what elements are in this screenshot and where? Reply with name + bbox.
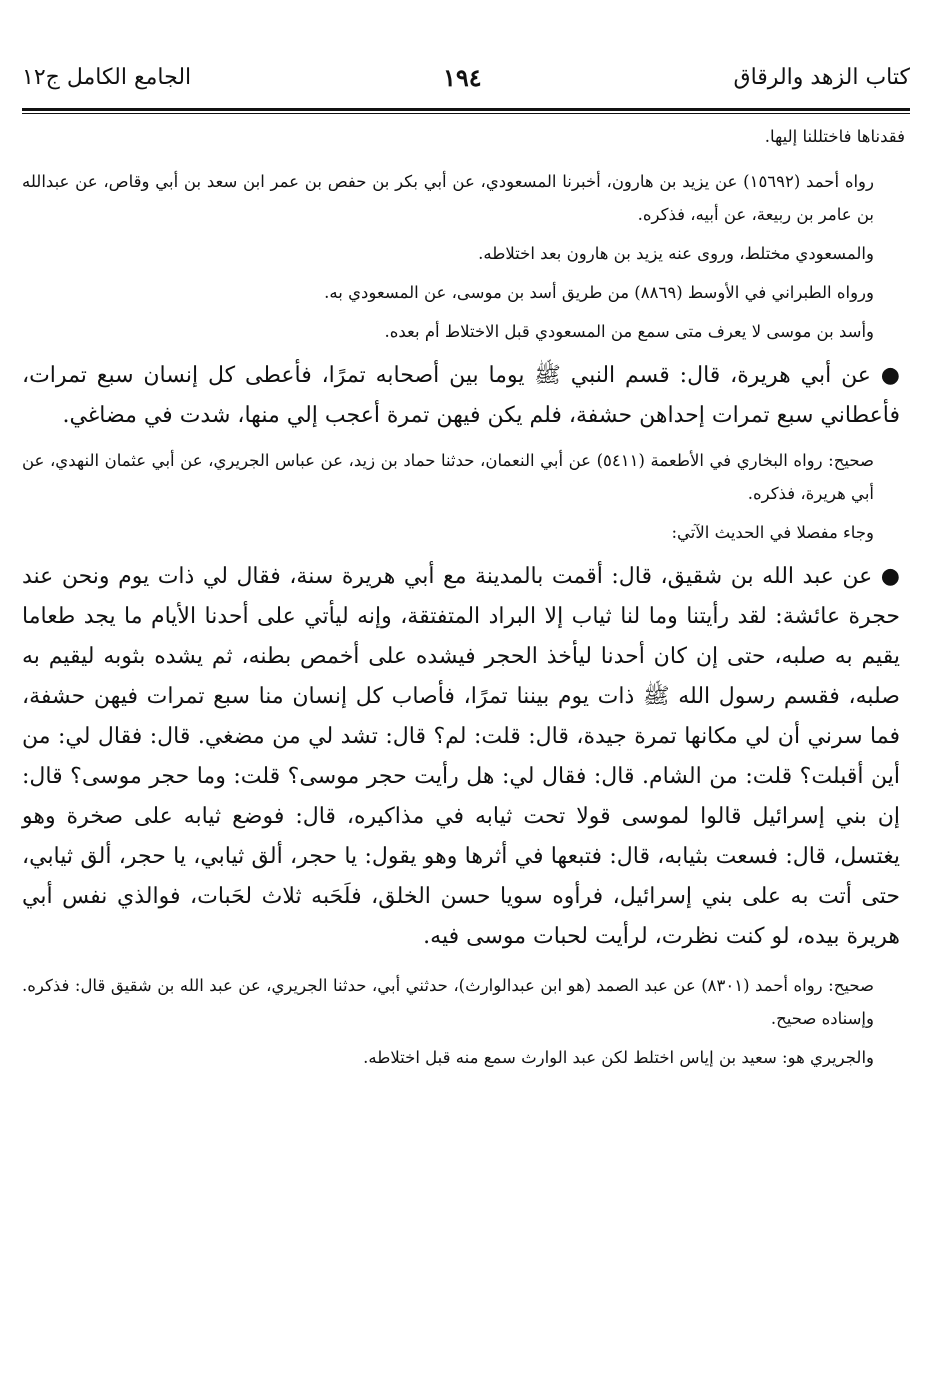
paragraph-note: وجاء مفصلا في الحديث الآتي: — [671, 523, 874, 542]
hadith-text: ● عن أبي هريرة، قال: قسم النبي ﷺ يوما بين أصحابه تمرًا، فأعطى كل إنسان سبع تمرات، فأعطاني سبع تمرات إحداهن حشفة، فلم يكن فيهن تمرة أعجب إلي منها، شدت في مضاغي. — [22, 363, 900, 428]
book-title: كتاب الزهد والرقاق — [733, 64, 910, 90]
header-rule-thick — [22, 108, 910, 111]
header-rule-thin — [22, 113, 910, 114]
page-header — [22, 52, 910, 102]
hadith-text: ● عن عبد الله بن شقيق، قال: أقمت بالمدينة مع أبي هريرة سنة، فقال لي ذات يوم ونحن عند حجرة عائشة: لقد رأيتنا وما لنا ثياب إلا البراد المتفتقة، وإنه ليأتي على أحدنا الأيام ما يجد طعاما يقيم به صلبه، حتى إن كان أحدنا ليأخذ الحجر فيشده على أخمص بطنه، ثم يشده بثوبه ليقيم به صلبه، فقسم رسول الله ﷺ ذات يوم بيننا تمرًا، فأصاب كل إنسان منا سبع تمرات فيهن حشفة، فما سرني أن لي مكانها تمرة جيدة، قال: قلت: لم؟ قال: تشد لي من مضغي. قال: فقال لي: من أين أقبلت؟ قلت: من الشام. قال: فقال لي: هل رأيت حجر موسى؟ قلت: وما حجر موسى؟ قال: إن بني إسرائيل قالوا لموسى قولا تحت ثيابه في مذاكيره، قال: فوضع ثيابه على صخرة وهو يغتسل، قال: فسعت بثيابه، قال: فتبعها في أثرها وهو يقول: يا حجر، ألق ثيابي، يا حجر، ألق ثيابي، حتى أتت به على بني إسرائيل، فرأوه سويا حسن الخلق، فلَحَبه ثلاث لحَبات، فوالذي نفس أبي هريرة بيده، لو كنت نظرت، لرأيت لحبات موسى فيه. — [22, 564, 900, 949]
paragraph-takhrij: رواه أحمد (١٥٦٩٢) عن يزيد بن هارون، أخبرنا المسعودي، عن أبي بكر بن حفص بن عمر ابن سعد بن أبي وقاص، عن عبدالله بن عامر بن ربيعة، عن أبيه، فذكره. — [22, 172, 874, 224]
paragraph-note: والمسعودي مختلط، وروى عنه يزيد بن هارون بعد اختلاطه. — [478, 244, 874, 263]
paragraph-note: ورواه الطبراني في الأوسط (٨٨٦٩) من طريق أسد بن موسى، عن المسعودي به. — [324, 283, 874, 302]
page-number: ١٩٤ — [443, 62, 482, 92]
paragraph-note: وأسد بن موسى لا يعرف متى سمع من المسعودي قبل الاختلاط أم بعده. — [384, 322, 874, 341]
page-body — [22, 120, 905, 1074]
paragraph-note: والجريري هو: سعيد بن إياس اختلط لكن عبد الوارث سمع منه قبل اختلاطه. — [363, 1048, 874, 1067]
paragraph-takhrij: صحيح: رواه أحمد (٨٣٠١) عن عبد الصمد (هو ابن عبدالوارث)، حدثني أبي، حدثنا الجريري، عن عبد الله بن شقيق قال: فذكره. وإسناده صحيح. — [22, 976, 874, 1028]
volume-title: الجامع الكامل ج١٢ — [22, 64, 192, 90]
paragraph-continuation: فقدناها فاختللنا إليها. — [764, 127, 905, 146]
paragraph-takhrij: صحيح: رواه البخاري في الأطعمة (٥٤١١) عن أبي النعمان، حدثنا حماد بن زيد، عن عباس الجريري، عن أبي عثمان النهدي، عن أبي هريرة، فذكره. — [22, 451, 874, 503]
